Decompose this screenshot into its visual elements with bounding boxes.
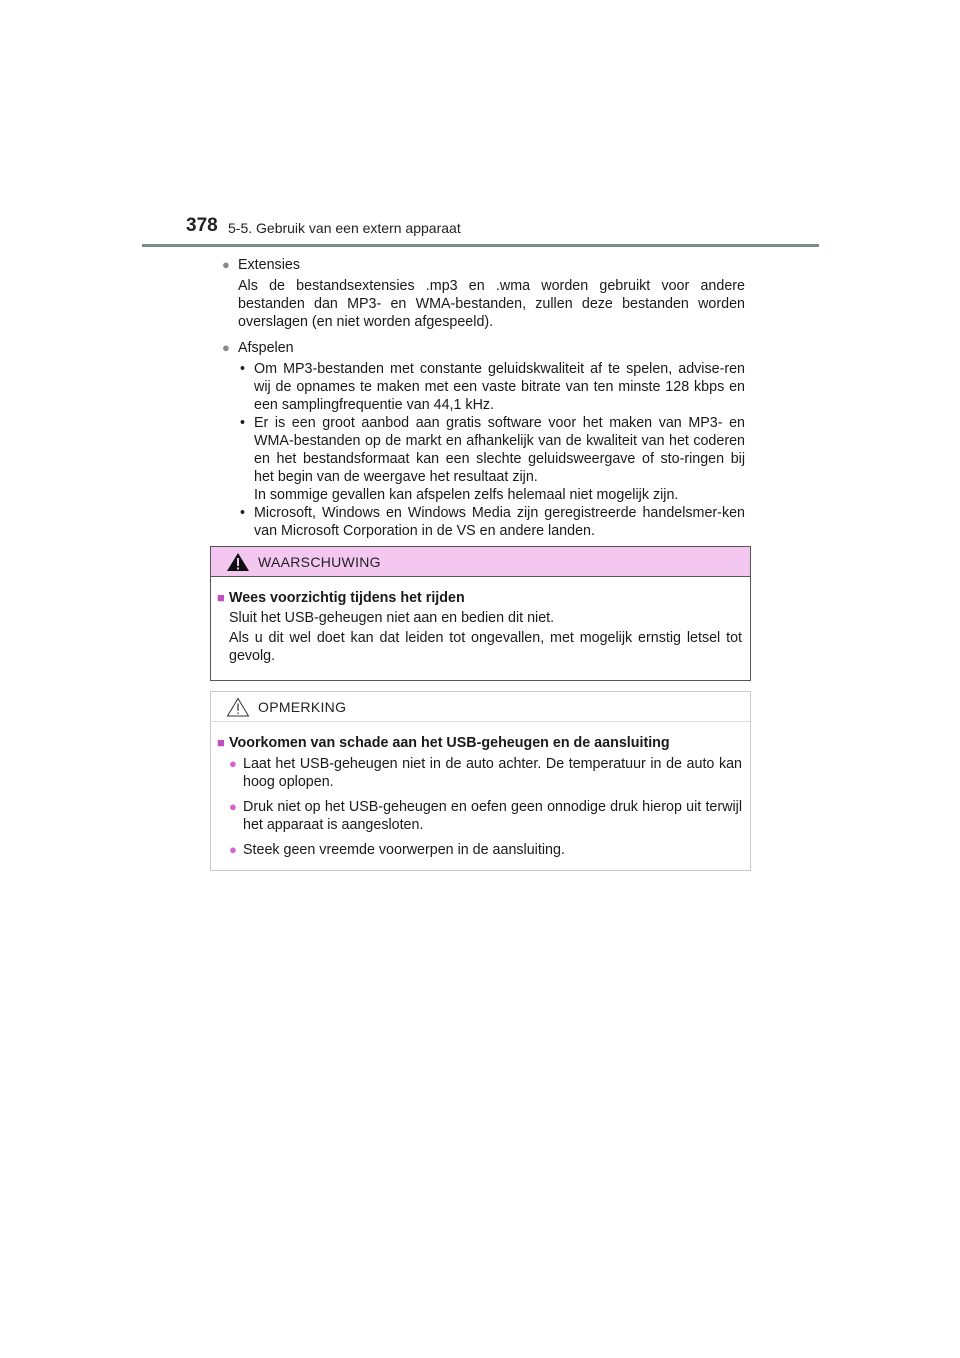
warning-line-2: Als u dit wel doet kan dat leiden tot ongevallen, met mogelijk ernstig letsel tot gevolg. — [229, 630, 742, 664]
main-content — [222, 254, 745, 540]
list-item-continuation: In sommige gevallen kan afspelen zelfs helemaal niet mogelijk zijn. — [254, 487, 679, 503]
list-item: • Microsoft, Windows en Windows Media zijn geregistreerde handelsmer-ken van Microsoft Corporation in de VS en andere landen. — [240, 505, 745, 539]
bullet-dot-icon: ● — [222, 257, 230, 272]
section-title: 5-5. Gebruik van een extern apparaat — [228, 220, 461, 236]
bullet-extensions — [222, 256, 745, 274]
list-item: • Er is een groot aanbod aan gratis software voor het maken van MP3- en WMA-bestanden op de markt en afhankelijk van de kwaliteit van het coderen en het bestandsformaat kan een slechte geluidsweergave of sto-ringen bij het begin van de weergave het resultaat zijn. — [240, 415, 745, 485]
warning-header — [211, 547, 750, 577]
bullet-dot-icon: ● — [229, 756, 237, 771]
notice-heading: ■ Voorkomen van schade aan het USB-geheugen en de aansluiting — [217, 735, 670, 751]
square-bullet-icon: ■ — [217, 735, 225, 750]
playback-list — [238, 360, 745, 540]
bullet-playback — [222, 339, 745, 357]
list-item: ● Laat het USB-geheugen niet in de auto achter. De temperatuur in de auto kan hoog oplopen. — [229, 756, 742, 790]
page-number: 378 — [186, 215, 218, 236]
warning-heading: ■ Wees voorzichtig tijdens het rijden — [217, 590, 465, 606]
list-item: • Om MP3-bestanden met constante geluidskwaliteit af te spelen, advise-ren wij de opnames te maken met een vaste bitrate van ten minste 128 kbps en een samplingfrequentie van 44,1 kHz. — [240, 361, 745, 413]
warning-box — [210, 546, 751, 681]
notice-label: OPMERKING — [258, 698, 347, 715]
warning-triangle-icon — [226, 552, 250, 572]
square-bullet-icon: ■ — [217, 590, 225, 605]
notice-box — [210, 691, 751, 871]
list-item: ● Steek geen vreemde voorwerpen in de aansluiting. — [229, 842, 565, 858]
bullet-dot-icon: ● — [229, 799, 237, 814]
header-rule — [142, 244, 819, 247]
bullet-title: Extensies — [238, 257, 300, 273]
bullet-dot-icon: ● — [229, 842, 237, 857]
bullet-dot-icon: ● — [222, 340, 230, 355]
extensions-text: Als de bestandsextensies .mp3 en .wma worden gebruikt voor andere bestanden dan MP3- en WMA-bestanden, zullen deze bestanden worden overslagen (en niet worden afgespeeld). — [238, 278, 745, 330]
bullet-title: Afspelen — [238, 340, 294, 356]
notice-header — [211, 692, 750, 722]
caution-outline-icon — [226, 697, 250, 717]
warning-line-1: Sluit het USB-geheugen niet aan en bedien dit niet. — [229, 610, 555, 626]
list-item: ● Druk niet op het USB-geheugen en oefen geen onnodige druk hierop uit terwijl het apparaat is aangesloten. — [229, 799, 742, 833]
warning-label: WAARSCHUWING — [258, 553, 381, 570]
